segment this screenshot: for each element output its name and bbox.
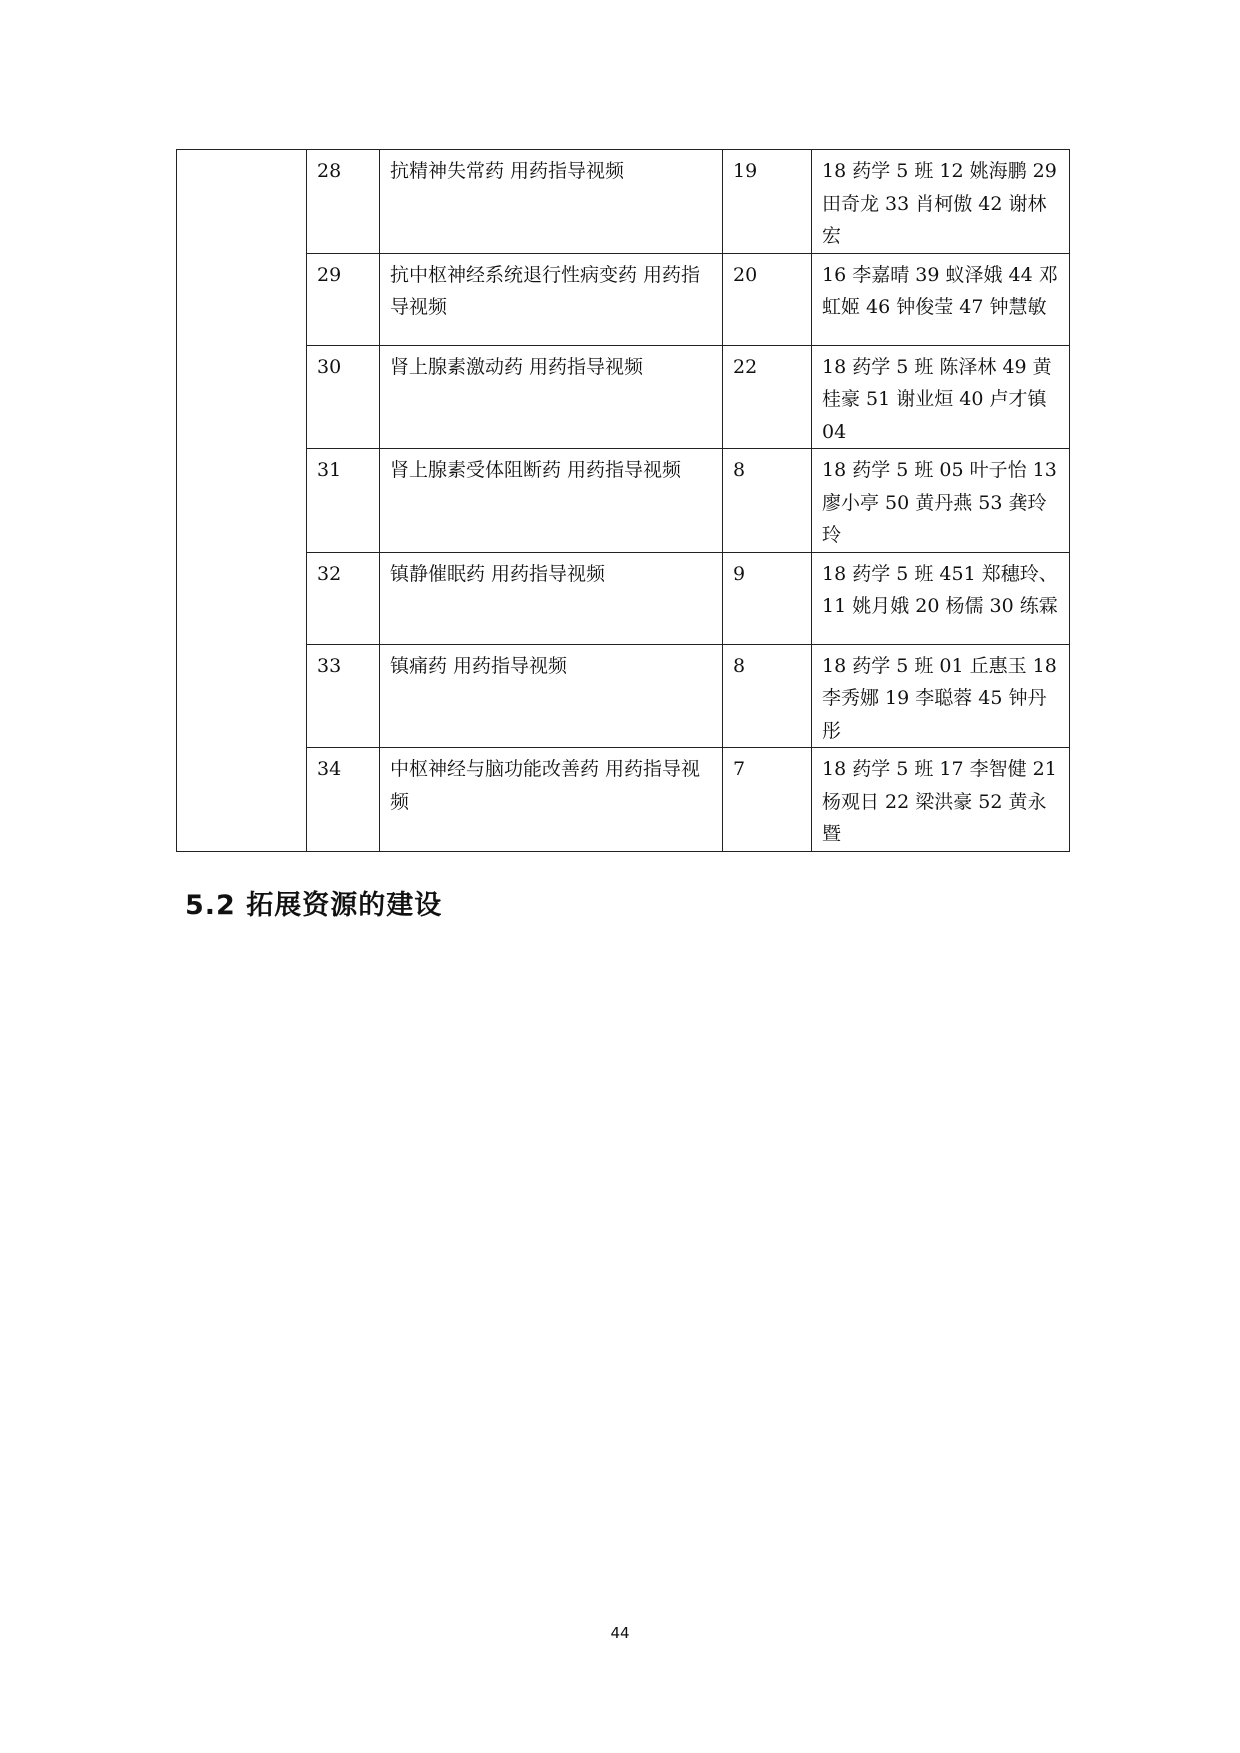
team-members: 18 药学 5 班 01 丘惠玉 18 李秀娜 19 李聪蓉 45 钟丹彤	[812, 644, 1070, 748]
row-number: 29	[307, 253, 380, 345]
row-number: 28	[307, 150, 380, 254]
page-number: 44	[610, 1624, 630, 1642]
team-members: 18 药学 5 班 451 郑穗玲、11 姚月娥 20 杨儒 30 练霖	[812, 552, 1070, 644]
resource-name: 镇痛药 用药指导视频	[380, 644, 723, 748]
row-number: 34	[307, 748, 380, 852]
table-row	[177, 345, 1070, 449]
team-members: 18 药学 5 班 17 李智健 21 杨观日 22 梁洪豪 52 黄永暨	[812, 748, 1070, 852]
resource-count: 20	[723, 253, 812, 345]
resource-count: 8	[723, 449, 812, 553]
resource-name: 肾上腺素受体阻断药 用药指导视频	[380, 449, 723, 553]
resource-table	[176, 149, 1070, 852]
table-row	[177, 253, 1070, 345]
row-number: 33	[307, 644, 380, 748]
team-members: 16 李嘉晴 39 蚁泽娥 44 邓虹姬 46 钟俊莹 47 钟慧敏	[812, 253, 1070, 345]
row-number: 30	[307, 345, 380, 449]
resource-name: 镇静催眠药 用药指导视频	[380, 552, 723, 644]
table-row	[177, 748, 1070, 852]
table-row	[177, 150, 1070, 254]
team-members: 18 药学 5 班 陈泽林 49 黄桂豪 51 谢业烜 40 卢才镇 04	[812, 345, 1070, 449]
team-members: 18 药学 5 班 12 姚海鹏 29 田奇龙 33 肖柯傲 42 谢林宏	[812, 150, 1070, 254]
resource-count: 22	[723, 345, 812, 449]
section-heading: 5.2 拓展资源的建设	[185, 890, 443, 921]
resource-count: 7	[723, 748, 812, 852]
row-number: 32	[307, 552, 380, 644]
table-row	[177, 449, 1070, 553]
resource-count: 8	[723, 644, 812, 748]
resource-count: 9	[723, 552, 812, 644]
team-members: 18 药学 5 班 05 叶子怡 13 廖小亭 50 黄丹燕 53 龚玲玲	[812, 449, 1070, 553]
category-cell	[177, 150, 307, 852]
table-body	[177, 150, 1070, 852]
resource-count: 19	[723, 150, 812, 254]
resource-name: 中枢神经与脑功能改善药 用药指导视频	[380, 748, 723, 852]
row-number: 31	[307, 449, 380, 553]
resource-name: 抗精神失常药 用药指导视频	[380, 150, 723, 254]
resource-name: 抗中枢神经系统退行性病变药 用药指导视频	[380, 253, 723, 345]
resource-name: 肾上腺素激动药 用药指导视频	[380, 345, 723, 449]
table-row	[177, 552, 1070, 644]
table-row	[177, 644, 1070, 748]
